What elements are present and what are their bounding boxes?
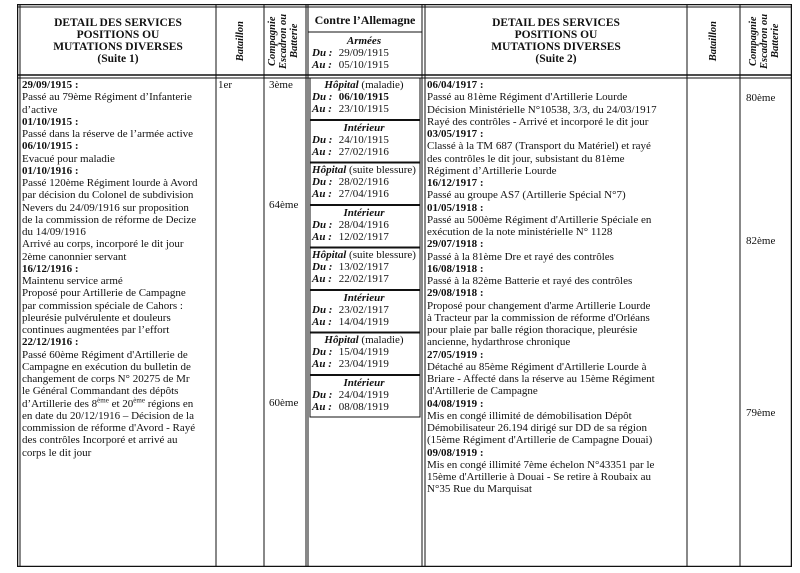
entry-text: Passé 120ème Régiment lourde à Avord par décision du Colonel de subdivision Nevers du 24/09/1916 sur proposition de la commission de réforme de Decize du 14/09/1916 Arrivé au corps, incorporé le dit jour 2ème canonnier servant <box>22 177 198 263</box>
entry-date-suffix: : <box>72 140 79 153</box>
period-du: 24/04/1919 <box>338 388 389 401</box>
du-label: Du : <box>312 303 333 316</box>
right-entry <box>427 287 685 348</box>
bataillon-header-right: Bataillon <box>708 20 719 62</box>
entry-date: 06/10/1915 <box>22 140 73 153</box>
entry-date: 27/05/1919 <box>427 348 478 361</box>
au-label: Au : <box>312 59 332 71</box>
period-au: 22/02/1917 <box>338 273 389 285</box>
period-du: 28/04/1916 <box>338 218 389 231</box>
period-au: 12/02/1917 <box>338 230 389 243</box>
entry-text: Classé à la TM 687 (Transport du Matériel) et rayé des contrôles le dit jour, subsistant du 81ème Régiment d’Artillerie Lourde <box>427 140 651 177</box>
period-title: Hôpital (suite blessure) <box>312 164 416 176</box>
right-header-line: DETAIL DES SERVICES <box>492 17 620 29</box>
entry-text: Passé dans la réserve de l’armée active <box>22 128 194 140</box>
entry-text: Passé au 500ème Régiment d'Artillerie Spéciale en exécution de la note ministérielle N° 1128 <box>427 213 652 238</box>
entry-date: 01/10/1916 <box>22 164 73 177</box>
right-entry <box>427 263 685 288</box>
entry-date-suffix: : <box>72 336 79 349</box>
entry-date-suffix: : <box>72 79 79 91</box>
armees-block <box>308 33 422 75</box>
left-header-line: MUTATIONS DIVERSES <box>53 41 183 53</box>
du-label: Du : <box>312 176 333 188</box>
du-label: Du : <box>312 346 333 358</box>
left-entry <box>22 116 214 141</box>
entry-date-suffix: : <box>477 348 484 361</box>
entry-date-suffix: : <box>477 446 484 459</box>
period-du: 24/10/1915 <box>338 133 389 146</box>
compagnie-left-2: 64ème <box>269 199 299 211</box>
period-du: 23/02/1917 <box>338 303 389 316</box>
period-title: Intérieur <box>343 291 385 304</box>
period-block <box>308 249 420 285</box>
period-block <box>308 122 420 158</box>
period-block <box>308 334 420 370</box>
compagnie-header-right: Compagnie Escadron ou Batterie <box>748 13 781 69</box>
left-entries <box>20 79 216 565</box>
entry-date: 29/09/1915 <box>22 79 73 91</box>
right-entry <box>427 238 685 263</box>
contre-allemagne-header: Contre l’Allemagne <box>314 12 416 27</box>
au-label: Au : <box>312 103 332 115</box>
left-header-line: DETAIL DES SERVICES <box>54 17 182 29</box>
au-label: Au : <box>312 315 332 328</box>
bataillon-header-left: Bataillon <box>234 20 246 62</box>
period-du: 15/04/1919 <box>338 346 389 358</box>
entry-date: 22/12/1916 <box>22 336 73 349</box>
du-label: Du : <box>312 47 333 59</box>
right-entry <box>427 447 685 496</box>
du-label: Du : <box>312 133 333 146</box>
armees-title: Armées <box>346 35 382 47</box>
period-au: 27/04/1916 <box>338 188 389 200</box>
period-block <box>308 377 420 413</box>
right-entry <box>427 202 685 239</box>
left-header-line: POSITIONS OU <box>76 29 160 41</box>
period-block <box>308 79 420 115</box>
entry-date: 16/12/1917 <box>427 177 478 189</box>
du-label: Du : <box>312 91 333 103</box>
right-header-line: POSITIONS OU <box>514 29 598 41</box>
du-label: Du : <box>312 218 333 231</box>
entry-text: Passé à la 82ème Batterie et rayé des contrôles <box>427 275 633 287</box>
compagnie-right-2: 82ème <box>746 235 776 247</box>
entry-date: 01/05/1918 <box>427 201 478 214</box>
period-au: 27/02/1916 <box>338 145 389 158</box>
entry-text: Passé à la 81ème Dre et rayé des contrôles <box>427 250 614 263</box>
entry-text: Evacué pour maladie <box>22 152 115 165</box>
left-header <box>20 7 216 75</box>
right-entry <box>427 128 685 177</box>
period-au: 08/08/1919 <box>338 400 389 413</box>
period-block <box>308 292 420 328</box>
period-title: Intérieur <box>343 121 385 134</box>
periods-column <box>308 78 422 567</box>
bataillon-value: 1er <box>218 79 233 91</box>
entry-text: Détaché au 85ème Régiment d'Artillerie Lourde à Briare - Affecté dans la réserve au 15ème Régiment d'Artillerie de Campagne <box>427 360 655 398</box>
entry-date-suffix: : <box>72 262 79 275</box>
entry-date: 04/08/1919 <box>427 397 478 410</box>
armees-au: 05/10/1915 <box>338 59 389 71</box>
entry-date: 06/04/1917 <box>427 79 478 91</box>
entry-date-suffix: : <box>477 238 484 251</box>
period-title: Hôpital (suite blessure) <box>312 249 416 261</box>
period-block <box>308 207 420 243</box>
entry-date: 16/12/1916 <box>22 262 73 275</box>
left-entry <box>22 140 214 165</box>
au-label: Au : <box>312 273 332 285</box>
right-header <box>425 7 687 75</box>
entry-date-suffix: : <box>72 164 79 177</box>
compagnie-left-3: 60ème <box>269 397 299 409</box>
right-header-line: (Suite 2) <box>535 53 577 65</box>
compagnie-right-1: 80ème <box>746 92 776 104</box>
armees-du: 29/09/1915 <box>338 47 389 59</box>
period-title: Hôpital (maladie) <box>324 334 404 346</box>
right-entry <box>427 79 685 128</box>
right-entry <box>427 177 685 202</box>
period-au: 23/04/1919 <box>338 358 389 370</box>
entry-text: Mis en congé illimité 7ème échelon N°43351 par le 15ème d'Artillerie à Douai - Se retire à Roubaix au N°35 Rue du Marquisat <box>427 458 655 496</box>
last-entry-line: d’Artillerie des 8ème et 20ème régions en <box>22 395 194 410</box>
entry-date-suffix: : <box>477 262 484 275</box>
period-du: 06/10/1915 <box>338 91 389 103</box>
entry-date: 01/10/1915 <box>22 115 73 128</box>
entry-text: Mis en congé illimité de démobilisation Dépôt Démobilisateur 26.194 dirigé sur DD de sa région (15ème Régiment d'Artillerie de Campagne Douai) <box>427 409 653 447</box>
du-label: Du : <box>312 388 333 401</box>
left-entry <box>22 263 214 337</box>
au-label: Au : <box>312 358 332 370</box>
entry-date: 03/05/1917 <box>427 128 478 140</box>
entry-date: 16/08/1918 <box>427 262 478 275</box>
au-label: Au : <box>312 145 332 158</box>
period-block <box>308 164 420 200</box>
right-entry <box>427 398 685 447</box>
period-title: Intérieur <box>343 206 385 219</box>
period-du: 28/02/1916 <box>338 176 389 188</box>
entry-text: Maintenu service armé Proposé pour Artillerie de Campagne par commission spéciale de Cahors : pleurésie pulvérulente et douleurs continues augmentées par l’effort <box>22 275 186 336</box>
period-title: Hôpital (maladie) <box>324 79 404 91</box>
entry-date: 29/07/1918 <box>427 238 478 251</box>
right-header-line: MUTATIONS DIVERSES <box>491 41 621 53</box>
entry-date-suffix: : <box>477 128 484 140</box>
du-label: Du : <box>312 261 333 273</box>
left-entry <box>22 336 214 397</box>
au-label: Au : <box>312 230 332 243</box>
period-au: 23/10/1915 <box>338 103 389 115</box>
period-title: Intérieur <box>343 376 385 389</box>
left-header-line: (Suite 1) <box>97 53 139 65</box>
compagnie-header-left: Compagnie Escadron ou Batterie <box>267 13 300 69</box>
entry-text: Passé au groupe AS7 (Artillerie Spécial N°7) <box>427 189 626 202</box>
right-entries <box>425 79 687 565</box>
entry-date: 09/08/1919 <box>427 446 478 459</box>
compagnie-right-3: 79ème <box>746 407 776 419</box>
entry-text: Passé 60ème Régiment d'Artillerie de Campagne en exécution du bulletin de changement de corps N° 20275 de Mr le Général Commandant des dépôts <box>22 348 191 398</box>
last-entry-text: en date du 20/12/1916 – Décision de la commission de réforme d'Avord - Rayé des contrôles Incorporé et arrivé au corps le dit jour <box>22 409 196 459</box>
entry-text: Passé au 79ème Régiment d’Infanterie d’active <box>22 91 192 116</box>
au-label: Au : <box>312 400 332 413</box>
au-label: Au : <box>312 188 332 200</box>
entry-date-suffix: : <box>477 287 484 300</box>
entry-date-suffix: : <box>477 397 484 410</box>
entry-date-suffix: : <box>72 115 79 128</box>
left-entry <box>22 165 214 263</box>
service-record-table <box>17 4 792 567</box>
entry-text: Proposé pour changement d'arme Artillerie Lourde à Tracteur par la commission de réforme d'Orléans pour plaie par balle région thoracique, pleurésie ancienne, hydarthrose chronique <box>427 299 651 349</box>
entry-date-suffix: : <box>477 79 484 91</box>
entry-text: Passé au 81ème Régiment d'Artillerie Lourde Décision Ministérielle N°10538, 3/3, du 24/03/1917 Rayé des contrôles - Arrivé et incorporé le dit jour <box>427 91 657 128</box>
period-au: 14/04/1919 <box>338 315 389 328</box>
entry-date-suffix: : <box>477 201 484 214</box>
right-entry <box>427 349 685 398</box>
left-entry <box>22 79 214 116</box>
period-du: 13/02/1917 <box>338 261 389 273</box>
entry-date: 29/08/1918 <box>427 287 478 300</box>
compagnie-left-1: 3ème <box>269 79 293 91</box>
entry-date-suffix: : <box>477 177 484 189</box>
